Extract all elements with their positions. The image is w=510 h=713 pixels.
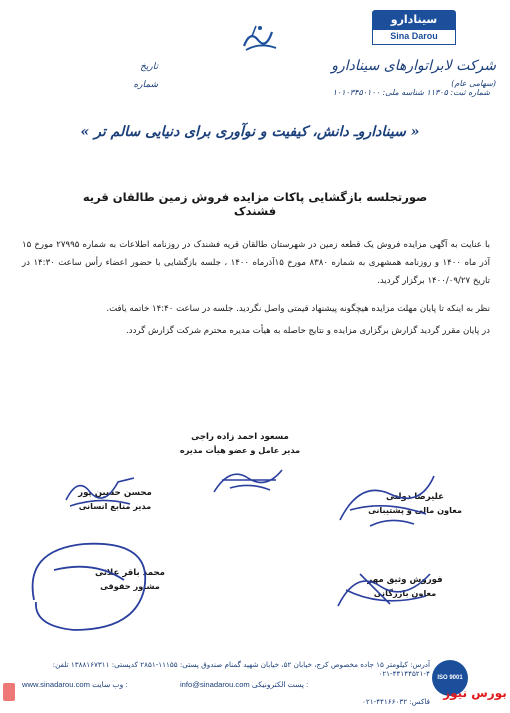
handwritten-signature-hr [60, 470, 140, 510]
signatory-name: محمد باقر علائی [95, 568, 165, 578]
signatory-name: محسن حسین پور [78, 488, 152, 498]
letter-meta [108, 58, 158, 94]
footer-fax: فاکس: ۴۴۱۶۶۰۳۲-۰۲۱ [362, 697, 430, 706]
company-slogan: « سیناداروـ دانش، کیفیت و نوآوری برای دنیایی سالم تر » [80, 124, 420, 140]
company-name-text: شرکت لابراتوارهای سینادارو [331, 58, 496, 74]
document-title: صورتجلسه بازگشایی پاکات مزایده فروش زمین طالقان قریه فشندک [82, 190, 428, 218]
website-label: وب سایت : [92, 680, 128, 689]
number-label: شماره [133, 80, 158, 90]
news-watermark: بورس نیوز [443, 686, 507, 700]
footer-website [22, 680, 172, 689]
email-address[interactable]: info@sinadarou.com [180, 680, 250, 689]
signatory-role: مدیر منابع انسانی [78, 501, 152, 511]
logo-persian-text: سینادارو [372, 10, 456, 30]
handwritten-signature-legal [14, 530, 164, 640]
date-label: تاریخ [140, 62, 158, 72]
handwritten-signature-finance [330, 470, 440, 530]
registration-line: شماره ثبت: ۱۱۳۰۵ شناسه ملی: ۱۰۱۰۳۴۵۰۱۰۰ [332, 88, 490, 97]
company-logo [372, 10, 456, 46]
handwritten-signature-ceo [210, 462, 290, 498]
paragraph-decision: در پایان مقرر گردید گزارش برگزاری مزایده و نتایج حاصله به هیأت مدیره محترم شرکت گزارش گردد. [126, 326, 490, 336]
signatory-name: فوروش وثیق مهر [367, 575, 443, 585]
footer-email [180, 680, 430, 689]
company-type: (سهامی عام) [451, 79, 496, 88]
calligraphy-emblem-icon [238, 22, 282, 54]
logo-english-text: Sina Darou [372, 30, 456, 45]
handwritten-signature-commercial [330, 560, 440, 616]
signatory-role: مدیر عامل و عضو هیأت مدیره [179, 445, 301, 455]
paragraph-announcement: با عنایت به آگهی مزایده فروش یک قطعه زمین در شهرستان طالقان قریه فشندک در روزنامه اطلاعات به شماره ۲۷۹۹۵ مورخ ۱۵ آذر ماه ۱۴۰۰ و روزنامه همشهری به شماره ۸۳۸۰ مورخ ۱۵آذرماه ۱۴۰۰ ، جلسه بازگشایی با حضور اعضاء رأس ساعت ۱۴:۳۰ در تاریخ ۱۴۰۰/۰۹/۲۷ برگزار گردید. [22, 240, 490, 286]
signatory-name: علیرضا دولتی [386, 492, 444, 502]
company-name [300, 58, 496, 90]
iso-certification-badge: ISO 9001 [432, 660, 468, 696]
signatory-role: معاون مالی و پشتیبانی [368, 505, 462, 515]
website-url[interactable]: www.sinadarou.com [22, 680, 90, 689]
signature-block-ceo [150, 432, 330, 455]
signatory-role: معاون بازرگانی [373, 588, 437, 598]
paragraph-result: نظر به اینکه تا پایان مهلت مزایده هیچگونه پیشنهاد قیمتی واصل نگردید. جلسه در ساعت ۱۴:۴۰ خاتمه یافت. [106, 304, 490, 314]
email-label: پست الکترونیکی : [251, 680, 309, 689]
footer-address: آدرس: کیلومتر ۱۵ جاده مخصوص کرج، خیابان ۵۲، خیابان شهید گمنام صندوق پستی: ۱۱۱۵۵-۲۸۵۱ کدپستی: ۱۳۸۸۱۶۷۳۱۱ تلفن: ۴-۴۴۱۴۴۵۲۱-۰۲۱ [52, 660, 430, 678]
signatory-name: مسعود احمد زاده راجی [191, 432, 289, 442]
watermark-thumb-icon [3, 683, 15, 701]
signatory-role: مشاور حقوقی [100, 581, 160, 591]
